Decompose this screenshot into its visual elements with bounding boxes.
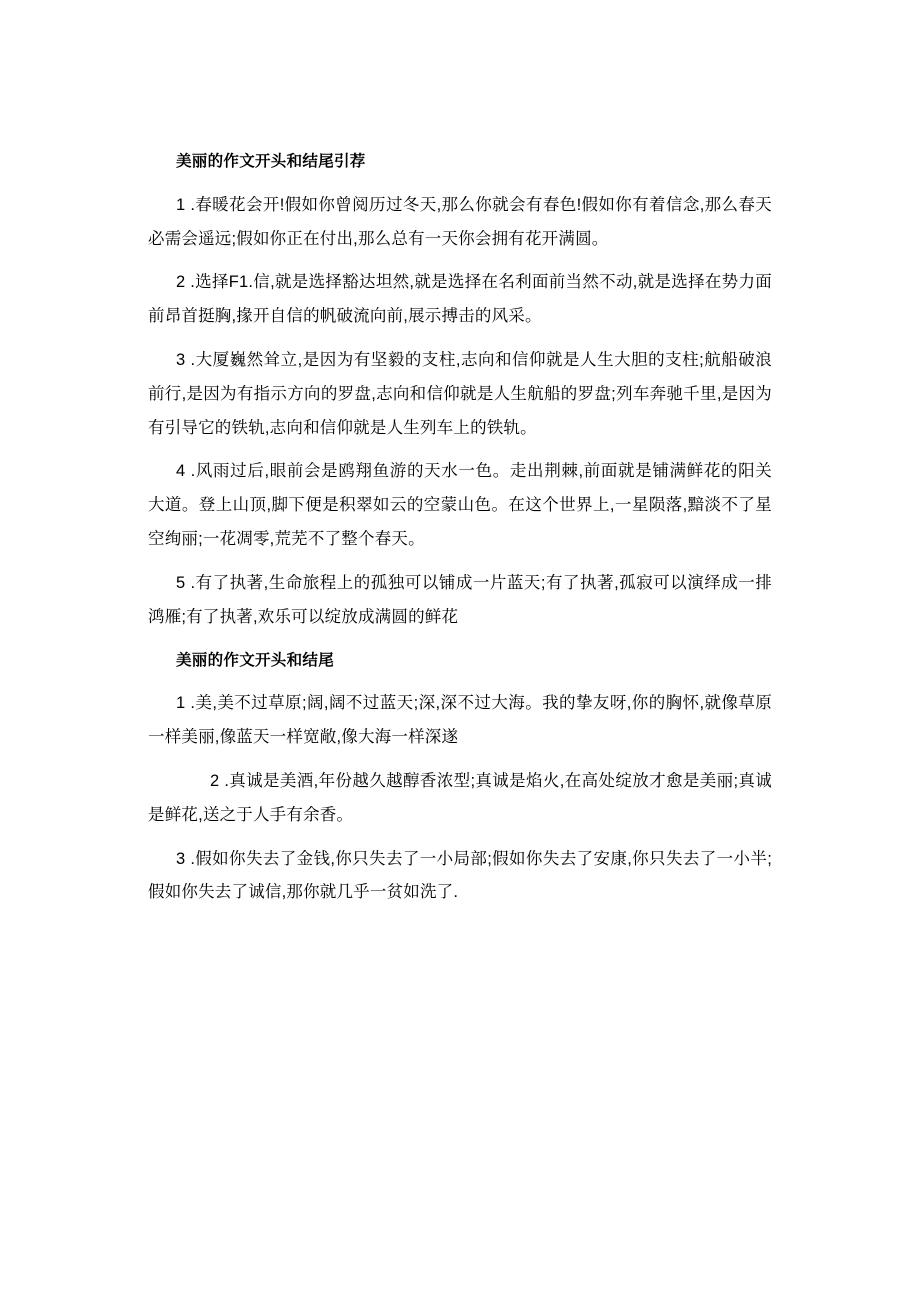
paragraph-text: 4 .风雨过后,眼前会是鸥翔鱼游的天水一色。走出荆棘,前面就是铺满鲜花的阳关大道。登上山顶,脚下便是积翠如云的空蒙山色。在这个世界上,一星陨落,黯淡不了星空绚丽;一花凋零,荒芜不了整个春天。 — [148, 462, 772, 549]
paragraph-text: 3 .假如你失去了金钱,你只失去了一小局部;假如你失去了安康,你只失去了一小半;假如你失去了诚信,那你就几乎一贫如洗了. — [148, 849, 772, 902]
document-body — [148, 150, 772, 910]
paragraph-1-3 — [148, 344, 772, 445]
paragraph-1-2 — [148, 266, 772, 334]
paragraph-text: 1 .美,美不过草原;阔,阔不过蓝天;深,深不过大海。我的挚友呀,你的胸怀,就像草原一样美丽,像蓝天一样宽敞,像大海一样深遂 — [148, 694, 772, 747]
paragraph-text: 2 .真诚是美酒,年份越久越醇香浓型;真诚是焰火,在高处绽放才愈是美丽;真诚是鲜花,送之于人手有余香。 — [148, 771, 772, 824]
paragraph-text: 5 .有了执著,生命旅程上的孤独可以铺成一片蓝天;有了执著,孤寂可以演绎成一排鸿雁;有了执著,欢乐可以绽放成满圆的鲜花 — [148, 573, 772, 626]
paragraph-1-1 — [148, 189, 772, 257]
paragraph-text: 3 .大厦巍然耸立,是因为有坚毅的支柱,志向和信仰就是人生大胆的支柱;航船破浪前行,是因为有指示方向的罗盘,志向和信仰就是人生航船的罗盘;列车奔驰千里,是因为有引导它的铁轨,志向和信仰就是人生列车上的铁轨。 — [148, 351, 772, 437]
paragraph-2-2 — [148, 765, 772, 833]
paragraph-2-3 — [148, 843, 772, 911]
paragraph-text: 1 .春暖花会开!假如你曾阅历过冬天,那么你就会有春色!假如你有着信念,那么春天必需会遥远;假如你正在付出,那么总有一天你会拥有花开满圆。 — [148, 195, 772, 248]
section-heading-1: 美丽的作文开头和结尾引荐 — [176, 153, 366, 170]
paragraph-1-5 — [148, 567, 772, 635]
paragraph-2-1 — [148, 687, 772, 755]
paragraph-1-4 — [148, 455, 772, 556]
section-heading-2: 美丽的作文开头和结尾 — [176, 651, 335, 669]
paragraph-text: 2 .选择F1.信,就是选择豁达坦然,就是选择在名利面前当然不动,就是选择在势力面前昂首挺胸,掾开自信的帆破流向前,展示搏击的风采。 — [148, 273, 772, 326]
